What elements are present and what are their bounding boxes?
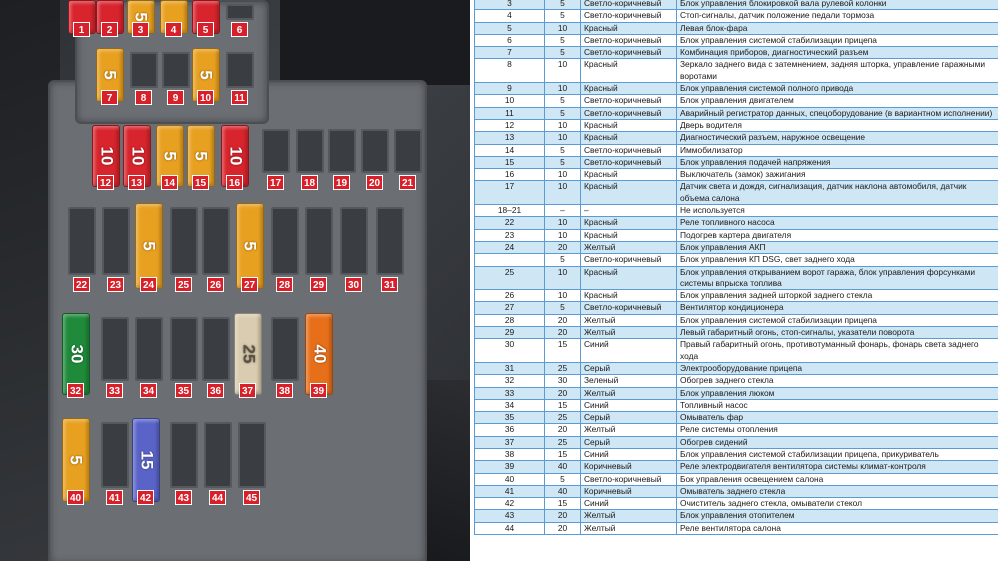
fuse-number-cell: 17 bbox=[475, 181, 545, 205]
fuse-position-label: 3 bbox=[132, 22, 149, 37]
fuse-color-cell: Синий bbox=[581, 448, 677, 460]
table-row bbox=[475, 181, 998, 205]
fuse-circuit-cell: Блок управления блокировкой вала рулевой колонки bbox=[677, 0, 998, 10]
fuse-rating: 5 bbox=[67, 455, 86, 465]
fuse-position-label: 7 bbox=[101, 90, 118, 105]
table-row bbox=[475, 302, 998, 314]
fuse-rating: 10 bbox=[127, 146, 147, 166]
fuse-position-label: 12 bbox=[97, 175, 114, 190]
fuse-position-label: 15 bbox=[192, 175, 209, 190]
fuse-circuit-cell: Датчик света и дождя, сигнализация, датчик наклона автомобиля, датчик объема салона bbox=[677, 181, 998, 205]
fuse-circuit-cell: Блок управления подачей напряжения bbox=[677, 156, 998, 168]
fuse-circuit-cell: Блок управления КП DSG, свет заднего хода bbox=[677, 254, 998, 266]
fuse-circuit-cell: Реле электродвигателя вентилятора системы климат-контроля bbox=[677, 461, 998, 473]
fuse-number-cell: 44 bbox=[475, 522, 545, 534]
fuse-rating-cell: 15 bbox=[545, 498, 581, 510]
fuse-number-cell: 29 bbox=[475, 327, 545, 339]
fuse-circuit-cell: Стоп-сигналы, датчик положение педали тормоза bbox=[677, 10, 998, 22]
fuse-circuit-cell: Блок управления системой стабилизации прицепа bbox=[677, 314, 998, 326]
fuse-color-cell: Серый bbox=[581, 436, 677, 448]
fuse-number-cell: 5 bbox=[475, 22, 545, 34]
fuse-rating-cell: 5 bbox=[545, 107, 581, 119]
fuse-number-cell: 3 bbox=[475, 0, 545, 10]
fuse-rating: 5 bbox=[197, 70, 216, 80]
table-row bbox=[475, 448, 998, 460]
fuse-number-cell: 16 bbox=[475, 169, 545, 181]
fuse-position-label: 32 bbox=[67, 383, 84, 398]
fuse-color-cell: Светло-коричневый bbox=[581, 10, 677, 22]
fuse-position-label: 9 bbox=[167, 90, 184, 105]
fuse-circuit-cell: Аварийный регистратор данных, спецоборудование (в вариантном исполнении) bbox=[677, 107, 998, 119]
fuse-rating: 5 bbox=[101, 70, 120, 80]
fuse-rating: 5 bbox=[192, 151, 211, 161]
fuse-rating-cell: 10 bbox=[545, 132, 581, 144]
fuse-circuit-cell: Реле вентилятора салона bbox=[677, 522, 998, 534]
empty-fuse-slot bbox=[102, 207, 130, 275]
fuse-number-cell: 14 bbox=[475, 144, 545, 156]
fuse-number-cell: 40 bbox=[475, 473, 545, 485]
fuse-number-cell: 28 bbox=[475, 314, 545, 326]
fuse-number-cell: 18–21 bbox=[475, 205, 545, 217]
fuse-position-label: 10 bbox=[197, 90, 214, 105]
fuse-circuit-cell: Не используется bbox=[677, 205, 998, 217]
fuse-rating-cell: – bbox=[545, 205, 581, 217]
fuse-number-cell: 39 bbox=[475, 461, 545, 473]
table-row bbox=[475, 485, 998, 497]
fuse-rating-cell: 15 bbox=[545, 448, 581, 460]
fuse-number-cell: 23 bbox=[475, 229, 545, 241]
table-row bbox=[475, 107, 998, 119]
table-row bbox=[475, 412, 998, 424]
fuse-rating: 15 bbox=[136, 450, 156, 470]
fuse-color-cell: Коричневый bbox=[581, 461, 677, 473]
fuse-rating-cell: 10 bbox=[545, 59, 581, 83]
fuse-rating-cell: 5 bbox=[545, 0, 581, 10]
table-row bbox=[475, 254, 998, 266]
fuse-number-cell: 32 bbox=[475, 375, 545, 387]
fuse-position-label: 31 bbox=[381, 277, 398, 292]
fuse-rating-cell: 5 bbox=[545, 144, 581, 156]
fuse-rating-cell: 20 bbox=[545, 522, 581, 534]
empty-fuse-slot bbox=[394, 129, 422, 173]
fuse-number-cell: 26 bbox=[475, 290, 545, 302]
fuse-position-label: 6 bbox=[231, 22, 248, 37]
fuse-box-photo bbox=[0, 0, 470, 561]
table-row bbox=[475, 205, 998, 217]
table-row bbox=[475, 34, 998, 46]
fuse-position-label: 20 bbox=[366, 175, 383, 190]
fuse-color-cell: Светло-коричневый bbox=[581, 254, 677, 266]
fuse-rating: 25 bbox=[238, 344, 258, 364]
table-row bbox=[475, 266, 998, 290]
fuse-color-cell: Светло-коричневый bbox=[581, 156, 677, 168]
table-row bbox=[475, 498, 998, 510]
fuse-rating-cell: 20 bbox=[545, 387, 581, 399]
fuse-color-cell: Красный bbox=[581, 83, 677, 95]
fuse-number-cell: 25 bbox=[475, 266, 545, 290]
fuse-rating-cell: 10 bbox=[545, 229, 581, 241]
fuse-circuit-cell: Блок управления люком bbox=[677, 387, 998, 399]
fuse-position-label: 13 bbox=[128, 175, 145, 190]
empty-fuse-slot bbox=[170, 422, 198, 488]
fuse-circuit-cell: Реле топливного насоса bbox=[677, 217, 998, 229]
fuse-rating-cell: 5 bbox=[545, 10, 581, 22]
fuse-rating: 10 bbox=[225, 146, 245, 166]
trim-panel-top bbox=[280, 0, 470, 85]
fuse-position-label: 11 bbox=[231, 90, 248, 105]
empty-fuse-slot bbox=[202, 207, 230, 275]
fuse-circuit-cell: Реле системы отопления bbox=[677, 424, 998, 436]
empty-fuse-slot bbox=[170, 317, 198, 381]
fuse-rating-cell: 30 bbox=[545, 375, 581, 387]
fuse-position-label: 1 bbox=[73, 22, 90, 37]
fuse-rating: 10 bbox=[96, 146, 116, 166]
fuse-circuit-cell: Обогрев сидений bbox=[677, 436, 998, 448]
fuse-circuit-cell: Обогрев заднего стекла bbox=[677, 375, 998, 387]
empty-fuse-slot bbox=[361, 129, 389, 173]
empty-fuse-slot bbox=[68, 207, 96, 275]
fuse-rating-cell: 10 bbox=[545, 169, 581, 181]
fuse-rating: 30 bbox=[66, 344, 86, 364]
fuse-position-label: 33 bbox=[106, 383, 123, 398]
fuse-number-cell: 35 bbox=[475, 412, 545, 424]
fuse-number-cell: 7 bbox=[475, 47, 545, 59]
fuse-position-label: 22 bbox=[73, 277, 90, 292]
fuse-number-cell: 43 bbox=[475, 510, 545, 522]
table-row bbox=[475, 229, 998, 241]
fuse-circuit-cell: Дверь водителя bbox=[677, 119, 998, 131]
fuse-position-label: 36 bbox=[207, 383, 224, 398]
empty-fuse-slot bbox=[170, 207, 198, 275]
fuse-rating: 5 bbox=[132, 12, 151, 22]
empty-fuse-slot bbox=[262, 129, 290, 173]
fuse-color-cell: Светло-коричневый bbox=[581, 95, 677, 107]
empty-fuse-slot bbox=[271, 317, 299, 381]
empty-fuse-slot bbox=[296, 129, 324, 173]
fuse-position-label: 26 bbox=[207, 277, 224, 292]
fuse-rating-cell: 5 bbox=[545, 34, 581, 46]
fuse-position-label: 25 bbox=[175, 277, 192, 292]
fuse-circuit-cell: Блок управления системой полного привода bbox=[677, 83, 998, 95]
fuse-circuit-cell: Блок управления системой стабилизации прицепа bbox=[677, 34, 998, 46]
fuse-position-label: 38 bbox=[276, 383, 293, 398]
table-row bbox=[475, 522, 998, 534]
fuse-position-label: 24 bbox=[140, 277, 157, 292]
fuse-number-cell: 13 bbox=[475, 132, 545, 144]
fuse-number-cell: 9 bbox=[475, 83, 545, 95]
fuse-rating-cell: 5 bbox=[545, 473, 581, 485]
table-row bbox=[475, 327, 998, 339]
table-row bbox=[475, 47, 998, 59]
fuse-position-label: 44 bbox=[209, 490, 226, 505]
fuse-color-cell: Красный bbox=[581, 59, 677, 83]
table-row bbox=[475, 314, 998, 326]
table-row bbox=[475, 119, 998, 131]
fuse-rating: 5 bbox=[161, 151, 180, 161]
fuse-rating-cell: 25 bbox=[545, 436, 581, 448]
table-row bbox=[475, 510, 998, 522]
fuse-color-cell: Синий bbox=[581, 399, 677, 411]
fuse-position-label: 35 bbox=[175, 383, 192, 398]
empty-fuse-slot bbox=[130, 52, 158, 88]
fuse-position-label: 43 bbox=[175, 490, 192, 505]
fuse-color-cell: Синий bbox=[581, 339, 677, 363]
fuse-color-cell: Желтый bbox=[581, 510, 677, 522]
fuse-position-label: 17 bbox=[267, 175, 284, 190]
fuse-circuit-cell: Диагностический разъем, наружное освещение bbox=[677, 132, 998, 144]
fuse-rating-cell: 20 bbox=[545, 327, 581, 339]
fuse-color-cell: Желтый bbox=[581, 387, 677, 399]
empty-fuse-slot bbox=[340, 207, 368, 275]
fuse-rating-cell: 40 bbox=[545, 461, 581, 473]
table-row bbox=[475, 473, 998, 485]
empty-fuse-slot bbox=[101, 422, 129, 488]
fuse-number-cell: 37 bbox=[475, 436, 545, 448]
fuse-circuit-cell: Топливный насос bbox=[677, 399, 998, 411]
fuse-rating-cell: 25 bbox=[545, 362, 581, 374]
fuse-color-cell: Красный bbox=[581, 229, 677, 241]
fuse-number-cell bbox=[475, 254, 545, 266]
fuse-color-cell: Желтый bbox=[581, 522, 677, 534]
fuse-position-label: 14 bbox=[161, 175, 178, 190]
empty-fuse-slot bbox=[226, 52, 254, 88]
empty-fuse-slot bbox=[238, 422, 266, 488]
fuse-circuit-cell: Правый габаритный огонь, противотуманный фонарь, фонарь света заднего хода bbox=[677, 339, 998, 363]
fuse-position-label: 34 bbox=[140, 383, 157, 398]
fuse-position-label: 18 bbox=[301, 175, 318, 190]
fuse-color-cell: Зеленый bbox=[581, 375, 677, 387]
table-row bbox=[475, 461, 998, 473]
fuse-rating-cell: 20 bbox=[545, 510, 581, 522]
fuse-position-label: 5 bbox=[197, 22, 214, 37]
fuse-number-cell: 34 bbox=[475, 399, 545, 411]
fuse-color-cell: Желтый bbox=[581, 241, 677, 253]
fuse-position-label: 45 bbox=[243, 490, 260, 505]
fuse-circuit-cell: Электрооборудование прицепа bbox=[677, 362, 998, 374]
fuse-circuit-cell: Блок управления системой стабилизации прицепа, прикуриватель bbox=[677, 448, 998, 460]
fuse-position-label: 29 bbox=[310, 277, 327, 292]
fuse-position-label: 42 bbox=[137, 490, 154, 505]
fuse-circuit-cell: Блок управления двигателем bbox=[677, 95, 998, 107]
fuse-position-label: 40 bbox=[67, 490, 84, 505]
table-row bbox=[475, 132, 998, 144]
table-row bbox=[475, 217, 998, 229]
fuse-color-cell: Коричневый bbox=[581, 485, 677, 497]
fuse-number-cell: 10 bbox=[475, 95, 545, 107]
fuse-circuit-cell: Очиститель заднего стекла, омыватели стекол bbox=[677, 498, 998, 510]
table-row bbox=[475, 156, 998, 168]
table-row bbox=[475, 362, 998, 374]
fuse-color-cell: Светло-коричневый bbox=[581, 473, 677, 485]
fuse-position-label: 39 bbox=[310, 383, 327, 398]
fuse-circuit-cell: Левый габаритный огонь, стоп-сигналы, указатели поворота bbox=[677, 327, 998, 339]
fuse-color-cell: Красный bbox=[581, 217, 677, 229]
fuse-number-cell: 31 bbox=[475, 362, 545, 374]
fuse-color-cell: Серый bbox=[581, 362, 677, 374]
fuse-rating-cell: 5 bbox=[545, 302, 581, 314]
empty-fuse-slot bbox=[328, 129, 356, 173]
fuse-circuit-cell: Блок управления АКП bbox=[677, 241, 998, 253]
table-row bbox=[475, 169, 998, 181]
fuse-circuit-cell: Комбинация приборов, диагностический разъем bbox=[677, 47, 998, 59]
fuse-rating-cell: 5 bbox=[545, 47, 581, 59]
fuse-rating-cell: 20 bbox=[545, 241, 581, 253]
fuse-circuit-cell: Выключатель (замок) зажигания bbox=[677, 169, 998, 181]
table-row bbox=[475, 387, 998, 399]
fuse-number-cell: 41 bbox=[475, 485, 545, 497]
fuse-rating-cell: 10 bbox=[545, 83, 581, 95]
fuse-position-label: 19 bbox=[333, 175, 350, 190]
fuse-table-container bbox=[474, 0, 998, 561]
fuse-rating-cell: 10 bbox=[545, 266, 581, 290]
empty-fuse-slot bbox=[271, 207, 299, 275]
fuse-rating-cell: 10 bbox=[545, 290, 581, 302]
fuse-color-cell: Светло-коричневый bbox=[581, 34, 677, 46]
fuse-position-label: 30 bbox=[345, 277, 362, 292]
fuse-number-cell: 15 bbox=[475, 156, 545, 168]
empty-fuse-slot bbox=[135, 317, 163, 381]
fuse-circuit-cell: Зеркало заднего вида с затемнением, задняя шторка, управление гаражными воротами bbox=[677, 59, 998, 83]
fuse-position-label: 41 bbox=[106, 490, 123, 505]
empty-fuse-slot bbox=[305, 207, 333, 275]
fuse-color-cell: – bbox=[581, 205, 677, 217]
fuse-position-label: 8 bbox=[135, 90, 152, 105]
fuse-position-label: 37 bbox=[239, 383, 256, 398]
fuse-color-cell: Красный bbox=[581, 169, 677, 181]
fuse-color-cell: Красный bbox=[581, 119, 677, 131]
fuse-position-label: 4 bbox=[165, 22, 182, 37]
fuse-number-cell: 27 bbox=[475, 302, 545, 314]
fuse-circuit-cell: Блок управления открыванием ворот гаража, блок управления форсунками системы впрыска топлива bbox=[677, 266, 998, 290]
empty-fuse-slot bbox=[101, 317, 129, 381]
fuse-color-cell: Красный bbox=[581, 132, 677, 144]
table-row bbox=[475, 83, 998, 95]
fuse-position-label: 27 bbox=[241, 277, 258, 292]
table-row bbox=[475, 22, 998, 34]
empty-fuse-slot bbox=[202, 317, 230, 381]
table-row bbox=[475, 399, 998, 411]
fuse-rating-cell: 25 bbox=[545, 412, 581, 424]
fuse-color-cell: Светло-коричневый bbox=[581, 107, 677, 119]
fuse-number-cell: 38 bbox=[475, 448, 545, 460]
table-row bbox=[475, 95, 998, 107]
fuse-rating-cell: 5 bbox=[545, 95, 581, 107]
empty-fuse-slot bbox=[376, 207, 404, 275]
fuse-number-cell: 6 bbox=[475, 34, 545, 46]
fuse-rating: 5 bbox=[140, 241, 159, 251]
table-row bbox=[475, 10, 998, 22]
fuse-color-cell: Светло-коричневый bbox=[581, 302, 677, 314]
table-row bbox=[475, 339, 998, 363]
fuse-circuit-cell: Омыватель заднего стекла bbox=[677, 485, 998, 497]
fuse-number-cell: 11 bbox=[475, 107, 545, 119]
fuse-circuit-cell: Левая блок-фара bbox=[677, 22, 998, 34]
fuse-number-cell: 12 bbox=[475, 119, 545, 131]
fuse-rating-cell: 40 bbox=[545, 485, 581, 497]
fuse-rating-cell: 15 bbox=[545, 339, 581, 363]
fuse-number-cell: 42 bbox=[475, 498, 545, 510]
fuse-rating-cell: 10 bbox=[545, 119, 581, 131]
fuse-circuit-cell: Иммобилизатор bbox=[677, 144, 998, 156]
table-row bbox=[475, 375, 998, 387]
fuse-number-cell: 24 bbox=[475, 241, 545, 253]
fuse-position-label: 21 bbox=[399, 175, 416, 190]
fuse-rating: 5 bbox=[241, 241, 260, 251]
fuse-rating-cell: 5 bbox=[545, 156, 581, 168]
fuse-color-cell: Красный bbox=[581, 290, 677, 302]
fuse-color-cell: Светло-коричневый bbox=[581, 0, 677, 10]
fuse-rating-cell: 5 bbox=[545, 254, 581, 266]
fuse-color-cell: Красный bbox=[581, 181, 677, 205]
fuse-rating-cell: 10 bbox=[545, 22, 581, 34]
fuse-rating-cell: 15 bbox=[545, 399, 581, 411]
table-row bbox=[475, 59, 998, 83]
fuse-table-body bbox=[475, 0, 998, 535]
fuse-circuit-cell: Блок управления задней шторкой заднего стекла bbox=[677, 290, 998, 302]
fuse-rating-cell: 20 bbox=[545, 424, 581, 436]
fuse-color-cell: Желтый bbox=[581, 424, 677, 436]
table-row bbox=[475, 290, 998, 302]
table-row bbox=[475, 436, 998, 448]
fuse-position-label: 16 bbox=[226, 175, 243, 190]
fuse-circuit-cell: Подогрев картера двигателя bbox=[677, 229, 998, 241]
fuse-color-cell: Синий bbox=[581, 498, 677, 510]
fuse-number-cell: 33 bbox=[475, 387, 545, 399]
fuse-color-cell: Серый bbox=[581, 412, 677, 424]
fuse-rating: 40 bbox=[309, 344, 329, 364]
fuse-color-cell: Желтый bbox=[581, 327, 677, 339]
fuse-number-cell: 22 bbox=[475, 217, 545, 229]
table-row bbox=[475, 0, 998, 10]
table-row bbox=[475, 241, 998, 253]
fuse-circuit-cell: Вентилятор кондиционера bbox=[677, 302, 998, 314]
fuse-circuit-cell: Бок управления освещением салона bbox=[677, 473, 998, 485]
fuse-number-cell: 8 bbox=[475, 59, 545, 83]
fuse-position-label: 2 bbox=[101, 22, 118, 37]
fuse-rating-cell: 10 bbox=[545, 217, 581, 229]
fuse-number-cell: 36 bbox=[475, 424, 545, 436]
empty-fuse-slot bbox=[162, 52, 190, 88]
fuse-rating-cell: 10 bbox=[545, 181, 581, 205]
fuse-number-cell: 4 bbox=[475, 10, 545, 22]
fuse-color-cell: Красный bbox=[581, 22, 677, 34]
table-row bbox=[475, 144, 998, 156]
table-row bbox=[475, 424, 998, 436]
fuse-color-cell: Красный bbox=[581, 266, 677, 290]
fuse-number-cell: 30 bbox=[475, 339, 545, 363]
fuse-rating-cell: 20 bbox=[545, 314, 581, 326]
fuse-color-cell: Желтый bbox=[581, 314, 677, 326]
empty-fuse-slot bbox=[226, 4, 254, 20]
fuse-color-cell: Светло-коричневый bbox=[581, 47, 677, 59]
fuse-table bbox=[474, 0, 998, 535]
fuse-circuit-cell: Блок управления отопителем bbox=[677, 510, 998, 522]
fuse-position-label: 23 bbox=[107, 277, 124, 292]
fuse-color-cell: Светло-коричневый bbox=[581, 144, 677, 156]
fuse-circuit-cell: Омыватель фар bbox=[677, 412, 998, 424]
fuse-position-label: 28 bbox=[276, 277, 293, 292]
empty-fuse-slot bbox=[204, 422, 232, 488]
